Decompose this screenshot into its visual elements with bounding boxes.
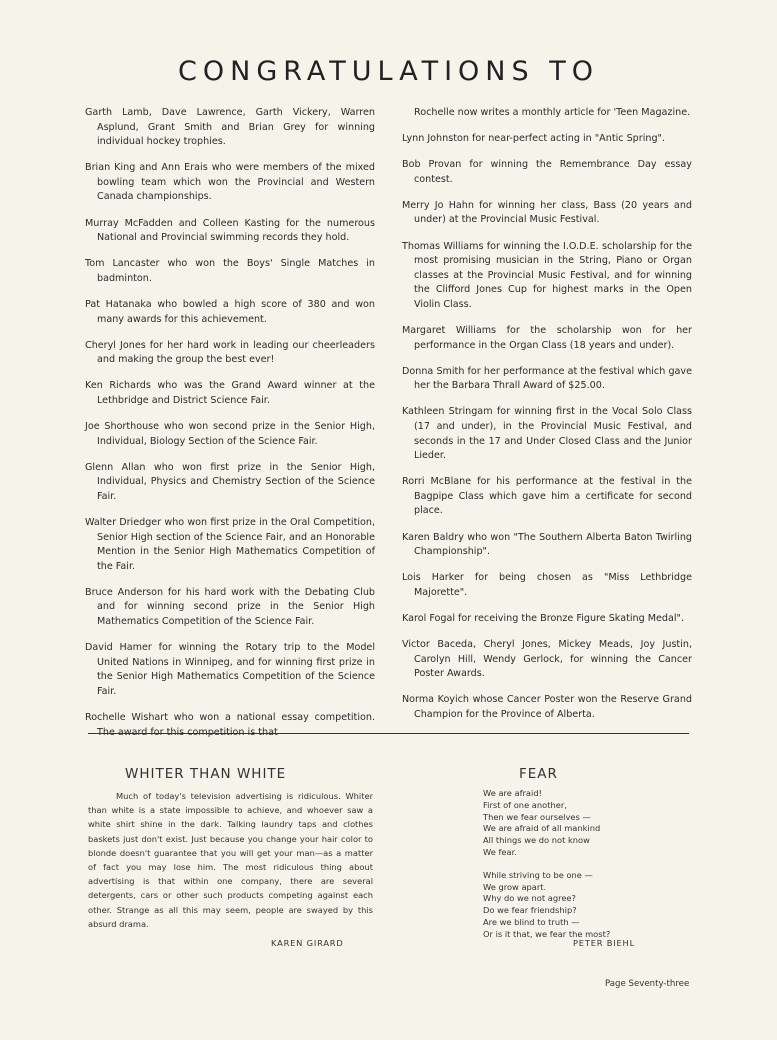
section-divider <box>88 733 689 734</box>
poem-line: Are we blind to truth — <box>483 916 580 927</box>
entry-item: Rochelle Wishart who won a national essay competition. The award for this competition is that <box>85 712 375 738</box>
entry-item: David Hamer for winning the Rotary trip to the Model United Nations in Winnipeg, and for winning first prize in the Senior High Mathematics Competition of the Science Fair. <box>85 642 375 697</box>
poem-line: Then we fear ourselves — <box>483 811 591 822</box>
entry-item: Cheryl Jones for her hard work in leading our cheerleaders and making the group the best ever! <box>85 339 375 366</box>
entry-item: Ken Richards who was the Grand Award winner at the Lethbridge and District Science Fair. <box>85 380 375 406</box>
entry-item: Victor Baceda, Cheryl Jones, Mickey Meads, Joy Justin, Carolyn Hill, Wendy Gerlock, for winning the Cancer Poster Awards. <box>402 639 692 680</box>
stanza-break <box>483 859 610 870</box>
essay-body <box>88 789 373 931</box>
poem-line: Or is it that, we fear the most? <box>483 928 611 939</box>
entry-item: Karol Fogal for receiving the Bronze Figure Skating Medal". <box>402 612 684 624</box>
entry-item: Rorri McBlane for his performance at the festival in the Bagpipe Class which gave him a certificate for second place. <box>402 476 692 517</box>
entry-item: Kathleen Stringam for winning first in the Vocal Solo Class (17 and under), in the Provincial Music Festival, and seconds in the 17 and Under Closed Class and the Junior Lieder. <box>402 406 692 462</box>
entry-item: Bob Provan for winning the Remembrance Day essay contest. <box>402 159 692 185</box>
entry-item: Murray McFadden and Colleen Kasting for the numerous National and Provincial swimming records they hold. <box>85 217 375 244</box>
right-column <box>402 106 692 734</box>
poem-line: We are afraid! <box>483 788 542 798</box>
entry-item: Lois Harker for being chosen as "Miss Lethbridge Majorette". <box>402 572 692 598</box>
poem-line: First of one another, <box>483 799 567 810</box>
entry-item: Walter Driedger who won first prize in the Oral Competition, Senior High section of the Science Fair, and an Honorable Mention in the Senior High Mathematics Competition of the Fair. <box>85 516 375 572</box>
essay-title: WHITER THAN WHITE <box>125 766 287 782</box>
left-column <box>85 106 375 752</box>
essay-author: KAREN GIRARD <box>271 938 344 948</box>
entry-item: Thomas Williams for winning the I.O.D.E. scholarship for the most promising musician in the String, Piano or Organ classes at the Provincial Music Festival, and for winning the Clifford Jones Cup for highest marks in the Open Violin Class. <box>402 240 692 310</box>
entry-item: Joe Shorthouse who won second prize in the Senior High, Individual, Biology Section of the Science Fair. <box>85 421 375 447</box>
entry-item: Pat Hatanaka who bowled a high score of 380 and won many awards for this achievement. <box>85 298 375 325</box>
entry-continuation: Rochelle now writes a monthly article for 'Teen Magazine. <box>414 107 691 118</box>
poem-line: We fear. <box>483 846 517 857</box>
entry-item: Brian King and Ann Erais who were members of the mixed bowling team which won the Provincial and Western Canada championships. <box>85 162 375 203</box>
entry-item: Merry Jo Hahn for winning her class, Bass (20 years and under) at the Provincial Music Festival. <box>402 199 692 226</box>
page-title: CONGRATULATIONS TO <box>178 56 599 87</box>
poem-line: While striving to be one — <box>483 869 593 880</box>
poem-line: We are afraid of all mankind <box>483 823 601 834</box>
essay-text: Much of today's television advertising is ridiculous. Whiter than white is a state impossible to achieve, and whoever saw a white shirt shine in the dark. Talking laundry taps and clothes baskets just don't exist. Just because you change your hair color to blonde doesn't guarantee that you will get your man—as a matter of fact you may lose him. The most ridiculous thing about advertising is that within one company, there are several detergents, cars or other such products competing against each other. Strange as all this may seem, people are swayed by this absurd drama. <box>88 791 373 929</box>
entry-item: Glenn Allan who won first prize in the Senior High, Individual, Physics and Chemistry Section of the Science Fair. <box>85 461 375 502</box>
poem-line: We grow apart. <box>483 881 547 892</box>
entry-item: Donna Smith for her performance at the festival which gave her the Barbara Thrall Award of $25.00. <box>402 365 692 392</box>
entry-item: Tom Lancaster who won the Boys' Single Matches in badminton. <box>85 258 375 284</box>
page-number: Page Seventy-three <box>605 979 690 989</box>
entry-item: Karen Baldry who won "The Southern Alberta Baton Twirling Championship". <box>402 531 692 558</box>
entry-item: Norma Koyich whose Cancer Poster won the Reserve Grand Champion for the Province of Alberta. <box>402 694 692 720</box>
poem-author: PETER BIEHL <box>573 938 636 948</box>
poem-body <box>483 788 610 941</box>
entry-item: Bruce Anderson for his hard work with the Debating Club and for winning second prize in the Senior High Mathematics Competition of the Science Fair. <box>85 586 375 628</box>
poem-line: All things we do not know <box>483 835 590 846</box>
poem-line: Do we fear friendship? <box>483 905 577 916</box>
poem-line: Why do we not agree? <box>483 893 576 904</box>
entry-item: Lynn Johnston for near-perfect acting in "Antic Spring". <box>402 133 665 145</box>
poem-title: FEAR <box>519 766 558 782</box>
entry-item: Margaret Williams for the scholarship won for her performance in the Organ Class (18 years and under). <box>402 325 692 351</box>
entry-item: Garth Lamb, Dave Lawrence, Garth Vickery, Warren Asplund, Grant Smith and Brian Grey for winning individual hockey trophies. <box>85 107 375 148</box>
